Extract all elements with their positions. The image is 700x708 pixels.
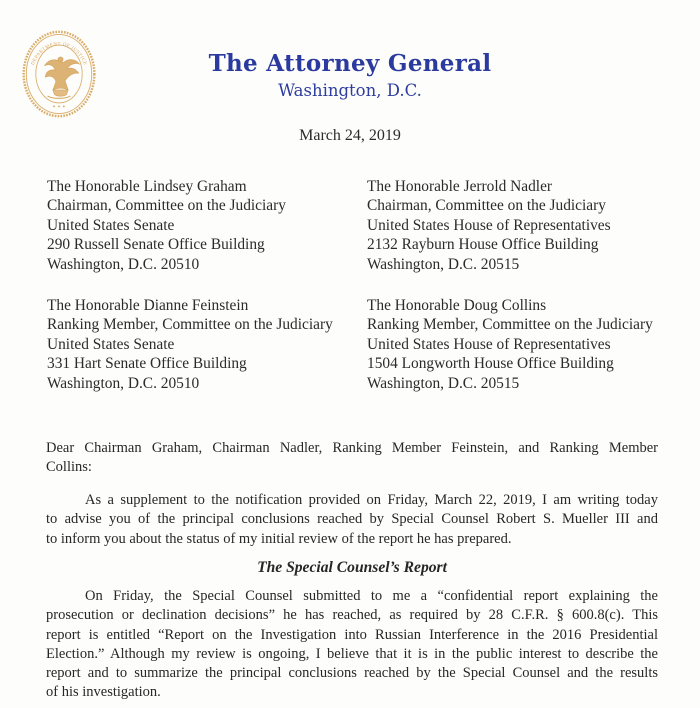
body-line: of his investigation. — [46, 684, 161, 701]
address-line: 2132 Rayburn House Office Building — [367, 236, 599, 254]
body-line: Election.” Although my review is ongoing, I believe that it is in the public interest to describe the — [46, 645, 658, 662]
salutation-line: Collins: — [46, 459, 92, 476]
address-line: The Honorable Dianne Feinstein — [47, 297, 249, 314]
address-line: Ranking Member, Committee on the Judiciary — [47, 316, 333, 334]
address-line: The Honorable Doug Collins — [367, 297, 547, 314]
recipient-block-collins — [367, 296, 653, 393]
seal-ring-text: DEPARTMENT OF JUSTICE — [30, 42, 88, 67]
address-line: The Honorable Jerrold Nadler — [367, 178, 553, 195]
address-line: Ranking Member, Committee on the Judiciary — [367, 316, 653, 334]
address-line: Chairman, Committee on the Judiciary — [367, 197, 606, 215]
address-line: 331 Hart Senate Office Building — [47, 355, 247, 373]
address-line: 290 Russell Senate Office Building — [47, 236, 265, 254]
address-line: 1504 Longworth House Office Building — [367, 355, 614, 373]
paragraph-1 — [46, 491, 658, 549]
address-line: Washington, D.C. 20515 — [367, 374, 520, 392]
address-line: United States Senate — [47, 216, 175, 234]
address-line: United States House of Representatives — [367, 216, 611, 234]
letterhead-subtitle: Washington, D.C. — [278, 81, 422, 100]
body-line: As a supplement to the notification provided on Friday, March 22, 2019, I am writing today — [85, 492, 658, 508]
salutation — [46, 439, 658, 478]
address-line: Chairman, Committee on the Judiciary — [47, 197, 286, 215]
body-line: report and to summarize the principal conclusions reached by the Special Counsel and the results — [46, 665, 658, 682]
letterhead-title: The Attorney General — [208, 50, 492, 77]
address-line: Washington, D.C. 20510 — [47, 374, 200, 392]
body-line: On Friday, the Special Counsel submitted to me a “confidential report explaining the — [85, 588, 658, 604]
letter-date: March 24, 2019 — [299, 127, 401, 144]
recipient-block-graham — [47, 177, 286, 274]
recipient-block-feinstein — [47, 296, 333, 393]
salutation-line: Dear Chairman Graham, Chairman Nadler, Ranking Member Feinstein, and Ranking Member — [46, 440, 658, 456]
paragraph-2 — [46, 587, 658, 703]
address-line: United States House of Representatives — [367, 335, 611, 353]
recipient-block-nadler — [367, 177, 611, 274]
body-line: to advise you of the principal conclusions reached by Special Counsel Robert S. Mueller III and — [46, 511, 658, 528]
address-line: Washington, D.C. 20515 — [367, 255, 520, 273]
seal-bottom-marks: ✦ ✦ ✦ — [52, 104, 66, 110]
body-line: to inform you about the status of my initial review of the report he has prepared. — [46, 530, 512, 547]
address-line: Washington, D.C. 20510 — [47, 255, 200, 273]
section-heading: The Special Counsel’s Report — [257, 559, 447, 576]
address-line: The Honorable Lindsey Graham — [47, 178, 247, 195]
address-line: United States Senate — [47, 335, 175, 353]
body-line: report is entitled “Report on the Investigation into Russian Interference in the 2016 Presidential — [46, 626, 658, 643]
body-line: prosecution or declination decisions” he has reached, as required by 28 C.F.R. § 600.8(c). This — [46, 607, 658, 624]
